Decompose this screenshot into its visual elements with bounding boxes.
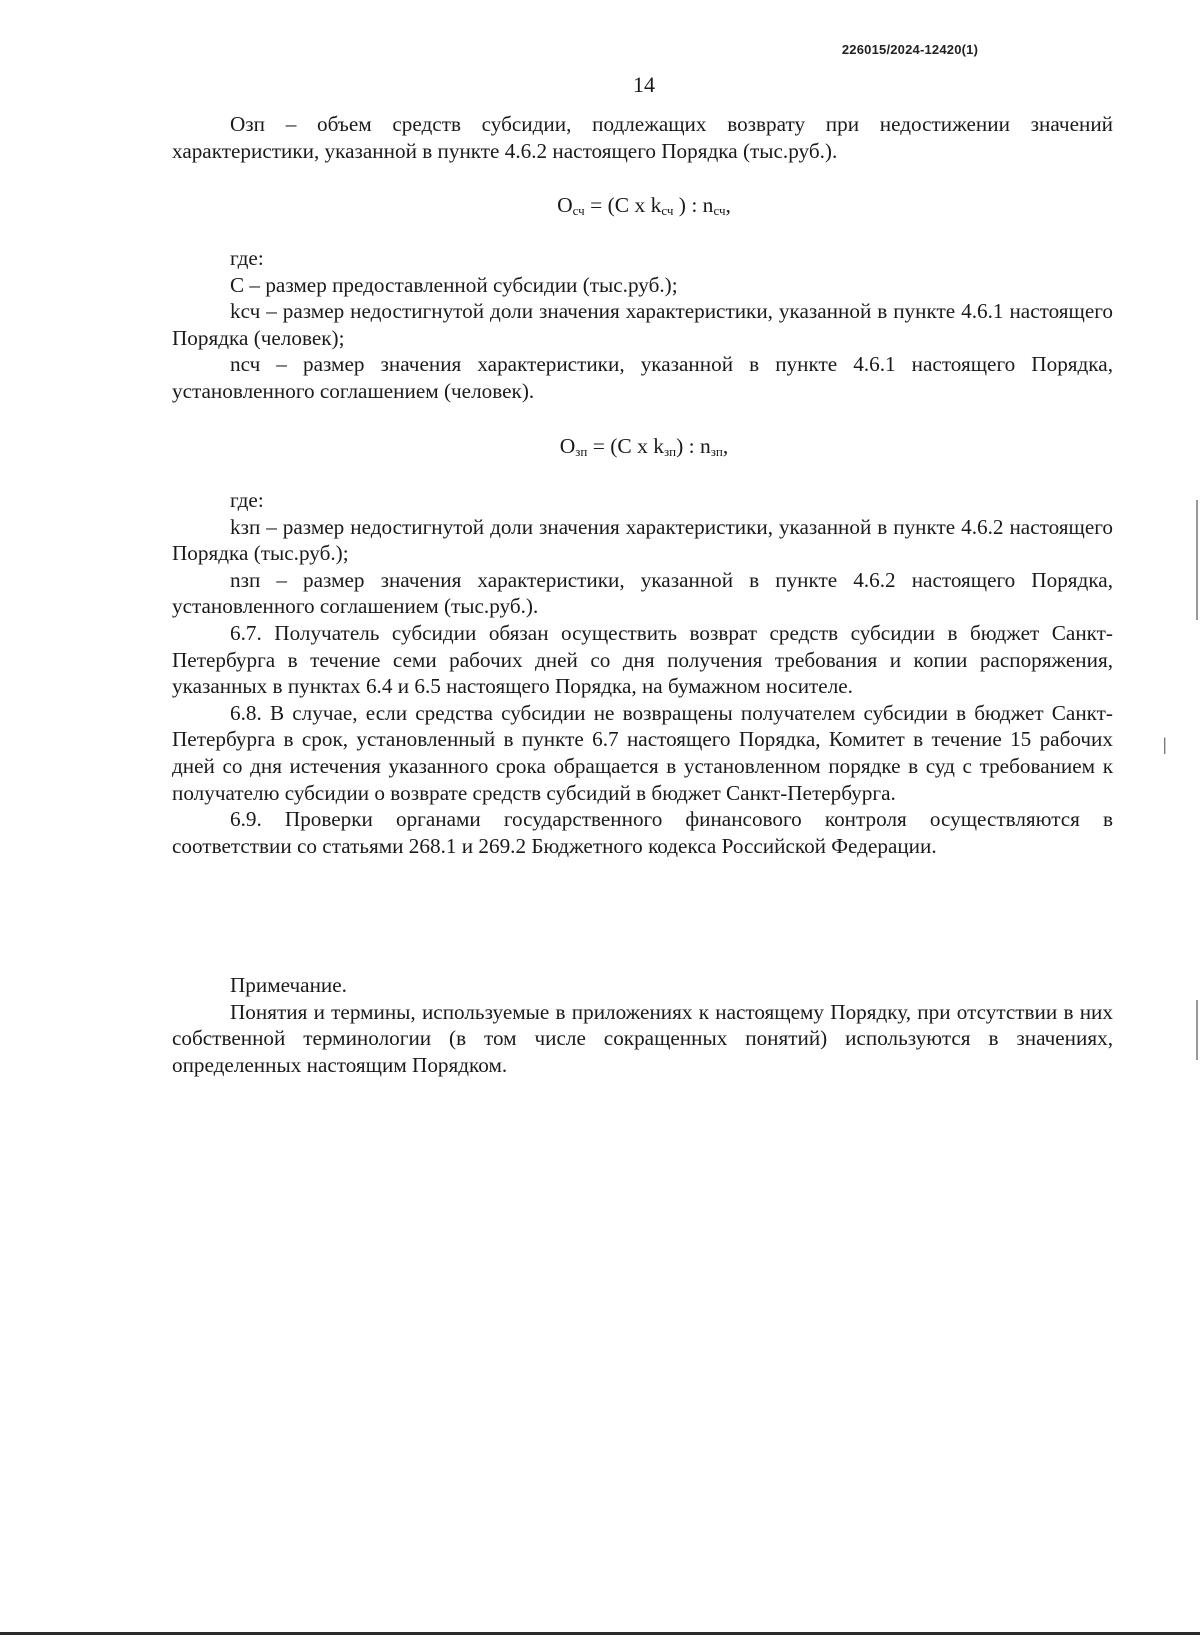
page-number: 14 <box>633 72 655 97</box>
c-definition: С – размер предоставленной субсидии (тыс.руб.); <box>230 272 678 297</box>
definitions-block-1 <box>172 245 1113 405</box>
scan-bottom-border <box>0 1632 1200 1635</box>
formula2-mid1: = (С х k <box>587 434 665 458</box>
nzp-definition: nзп – размер значения характеристики, указанной в пункте 4.6.2 настоящего Порядка, установленного соглашением (тыс.руб.). <box>172 567 1113 619</box>
formula-n-sub: сч <box>713 203 726 218</box>
kzp-definition: kзп – размер недостигнутой доли значения характеристики, указанной в пункте 4.6.2 настоящего Порядка (тыс.руб.); <box>172 514 1113 566</box>
formula-osch <box>0 193 1200 218</box>
definitions-block-2 <box>172 487 1113 859</box>
ksch-definition: kсч – размер недостигнутой доли значения характеристики, указанной в пункте 4.6.1 настоящего Порядка (человек); <box>172 299 1113 350</box>
formula2-mid2: ) : n <box>676 434 711 458</box>
formula2-k-sub: зп <box>664 444 677 459</box>
note-block <box>172 972 1113 1078</box>
where-label-2: где: <box>230 488 264 512</box>
formula2-n-sub: зп <box>710 444 723 459</box>
formula-mid2: ) : n <box>673 193 714 217</box>
ozp-definition: Озп – объем средств субсидии, подлежащих возврату при недостижении значений характеристики, указанной в пункте 4.6.2 настоящего Порядка (тыс.руб.). <box>172 112 1113 163</box>
scan-edge-mark <box>1196 500 1198 620</box>
document-id: 226015/2024-12420(1) <box>841 42 979 57</box>
formula-mid1: = (С х k <box>584 193 662 217</box>
where-label-1: где: <box>230 246 264 270</box>
margin-mark: | <box>1163 734 1167 754</box>
scan-edge-mark-2 <box>1196 1000 1198 1060</box>
clause-6-9: 6.9. Проверки органами государственного финансового контроля осуществляются в соответствии со статьями 268.1 и 269.2 Бюджетного кодекса Российской Федерации. <box>172 807 1113 858</box>
clause-6-8: 6.8. В случае, если средства субсидии не возвращены получателем субсидии в бюджет Санкт-Петербурга в срок, установленный в пункте 6.7 настоящего Порядка, Комитет в течение 15 рабочих дней со дня истечения указанного срока обращается в установленном порядке в суд с требованием к получателю субсидии о возврате средств субсидий в бюджет Санкт-Петербурга. <box>172 700 1113 805</box>
formula2-end: , <box>722 434 729 458</box>
formula-lhs: О <box>557 193 573 217</box>
clause-6-7: 6.7. Получатель субсидии обязан осуществить возврат средств субсидии в бюджет Санкт-Петербурга в течение семи рабочих дней со дня получения требования и копии распоряжения, указанных в пунктах 6.4 и 6.5 настоящего Порядка, на бумажном носителе. <box>172 620 1113 699</box>
intro-paragraph <box>172 111 1113 164</box>
formula-k-sub: сч <box>661 203 674 218</box>
formula-lhs-sub: сч <box>572 203 585 218</box>
note-title: Примечание. <box>230 973 347 997</box>
note-text: Понятия и термины, используемые в приложениях к настоящему Порядку, при отсутствии в них собственной терминологии (в том числе сокращенных понятий) используются в значениях, определенных настоящим Порядком. <box>172 999 1113 1077</box>
formula2-lhs: О <box>559 434 576 458</box>
formula2-lhs-sub: зп <box>575 444 588 459</box>
nsch-definition: nсч – размер значения характеристики, указанной в пункте 4.6.1 настоящего Порядка, установленного соглашением (человек). <box>172 352 1113 403</box>
formula-end: , <box>725 193 731 217</box>
formula-ozp <box>0 434 1200 459</box>
